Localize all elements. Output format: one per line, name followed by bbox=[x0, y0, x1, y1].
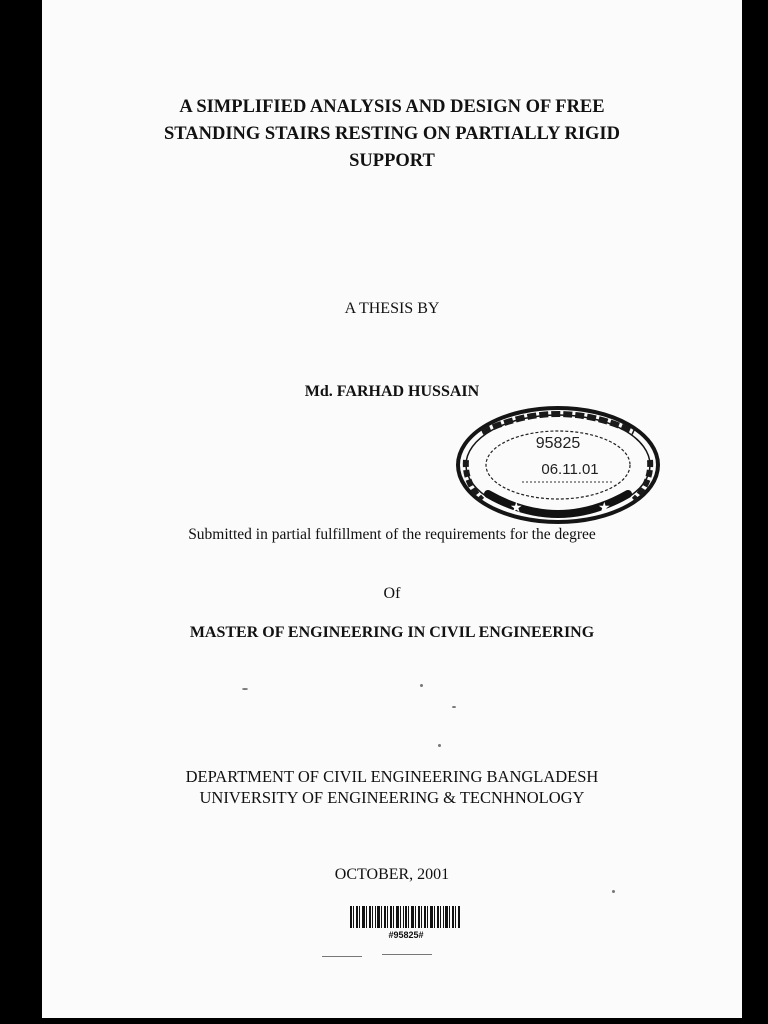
author-name: Md. FARHAD HUSSAIN bbox=[304, 383, 480, 400]
scan-speck bbox=[382, 954, 432, 955]
submission-date: OCTOBER, 2001 bbox=[334, 866, 450, 883]
department-line-2: UNIVERSITY OF ENGINEERING & TECNHNOLOGY bbox=[199, 788, 585, 807]
scan-speck bbox=[452, 706, 456, 708]
department-block bbox=[42, 766, 742, 808]
scan-speck bbox=[438, 744, 441, 747]
scan-speck bbox=[612, 890, 615, 893]
degree-name: MASTER OF ENGINEERING IN CIVIL ENGINEERING bbox=[189, 624, 595, 641]
thesis-title-line-2: STANDING STAIRS RESTING ON PARTIALLY RIGID bbox=[164, 124, 620, 144]
thesis-title-line-3: SUPPORT bbox=[349, 151, 435, 171]
of-label: Of bbox=[383, 585, 401, 602]
barcode-number: #95825# bbox=[388, 930, 424, 940]
thesis-title bbox=[42, 94, 742, 175]
library-stamp bbox=[452, 402, 664, 532]
stamp-date: 06.11.01 bbox=[541, 461, 599, 478]
barcode bbox=[350, 906, 462, 928]
department-line-1: DEPARTMENT OF CIVIL ENGINEERING BANGLADESH bbox=[185, 767, 599, 786]
thesis-by-label: A THESIS BY bbox=[344, 300, 440, 317]
scan-speck bbox=[242, 688, 248, 690]
stamp-star-icon-2: ★ bbox=[598, 500, 611, 516]
stamp-star-icon: ★ bbox=[510, 500, 523, 516]
thesis-title-line-1: A SIMPLIFIED ANALYSIS AND DESIGN OF FREE bbox=[179, 97, 605, 117]
stamp-number: 95825 bbox=[535, 435, 581, 452]
scan-speck bbox=[322, 956, 362, 957]
thesis-title-page bbox=[42, 0, 742, 1018]
submission-statement: Submitted in partial fulfillment of the requirements for the degree bbox=[188, 526, 596, 543]
scan-speck bbox=[420, 684, 423, 687]
scan-border bbox=[742, 0, 768, 1024]
